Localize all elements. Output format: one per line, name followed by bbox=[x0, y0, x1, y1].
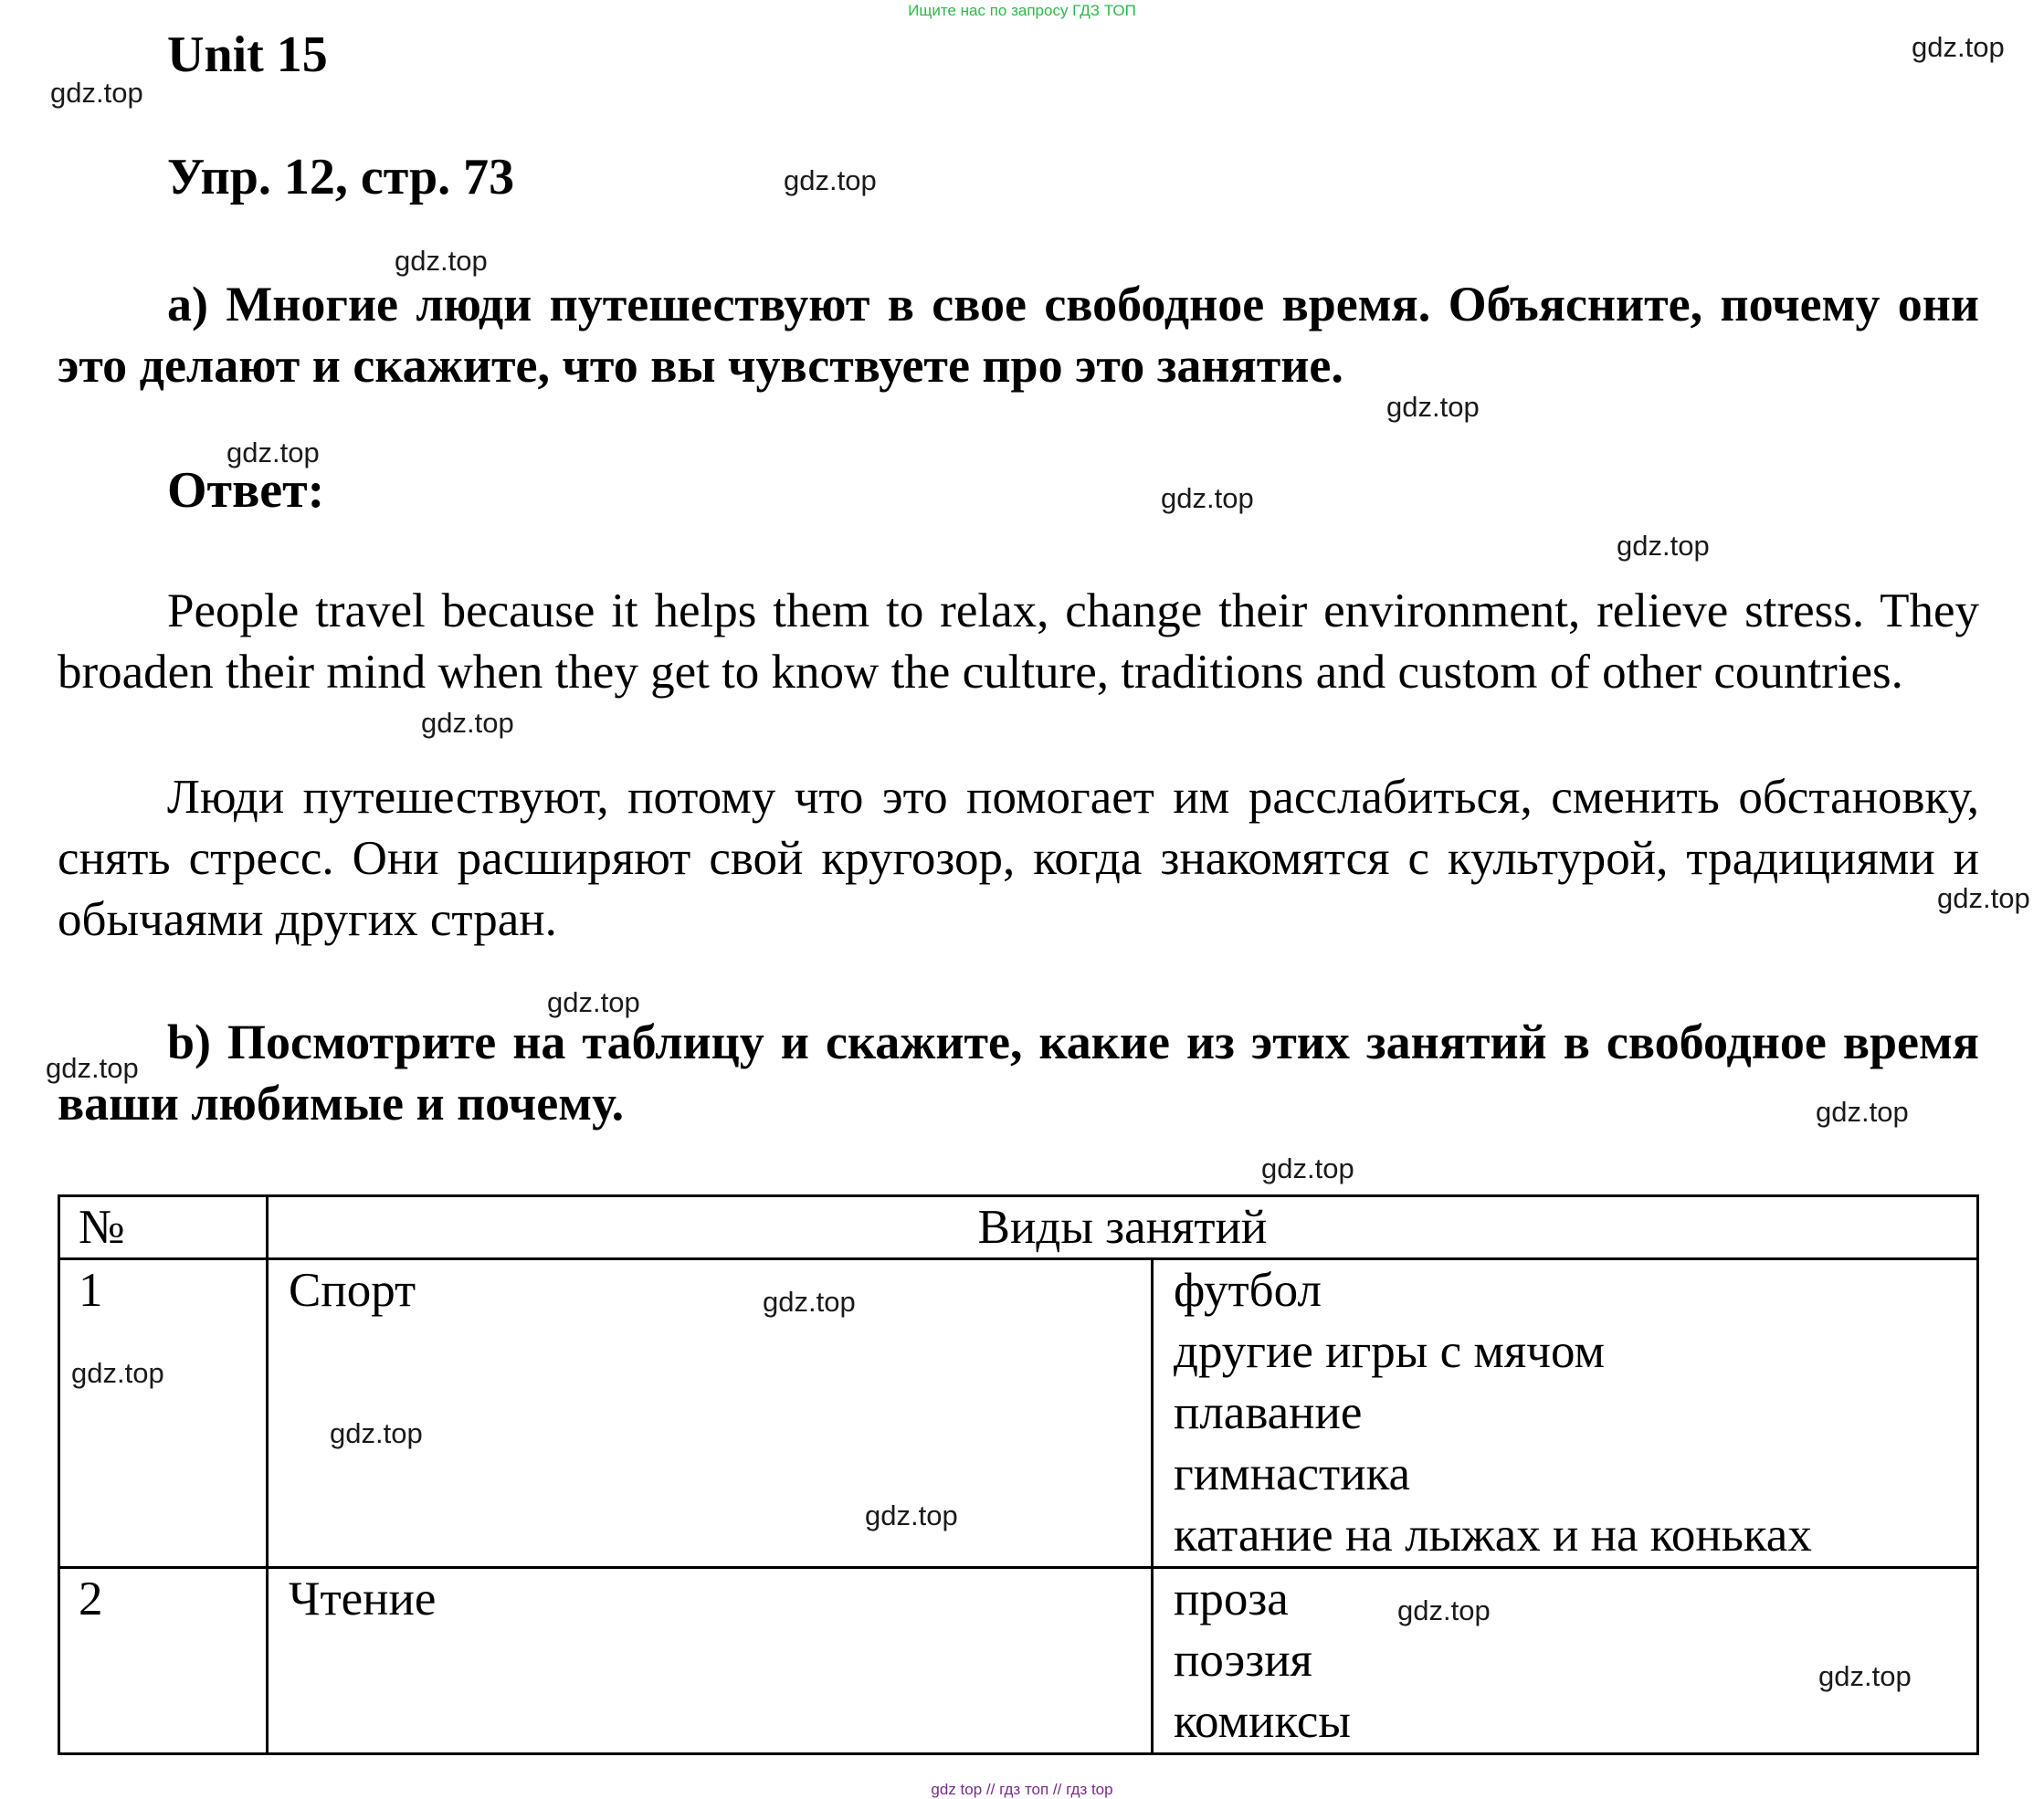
answer-label: Ответ: bbox=[167, 462, 325, 519]
activity-item: плавание bbox=[1174, 1386, 1363, 1439]
activity-item: комиксы bbox=[1174, 1695, 1352, 1748]
answer-russian: Люди путешествуют, потому что это помогает им расслабиться, сменить обстановку, снять стресс. Они расширяют свой кругозор, когда знакомятся с культурой, традициями и обычаями других стран. bbox=[58, 771, 1979, 946]
watermark: gdz.top bbox=[784, 164, 877, 196]
task-b-text: b) Посмотрите на таблицу и скажите, какие из этих занятий в свободное время ваши любимые и почему. bbox=[58, 1015, 1979, 1131]
watermark: gdz.top bbox=[395, 245, 488, 277]
unit-title: Unit 15 bbox=[167, 26, 328, 83]
row-activities bbox=[1153, 1259, 1978, 1568]
watermark: gdz.top bbox=[227, 437, 320, 468]
watermark: gdz.top bbox=[330, 1417, 423, 1449]
watermark: gdz.top bbox=[1261, 1152, 1354, 1184]
row-category: Спорт bbox=[268, 1259, 1153, 1568]
activity-item: гимнастика bbox=[1174, 1447, 1411, 1500]
header-activity-types: Виды занятий bbox=[268, 1196, 1978, 1259]
watermark: gdz.top bbox=[71, 1357, 164, 1389]
exercise-reference: Упр. 12, стр. 73 bbox=[167, 149, 515, 205]
activity-item: другие игры с мячом bbox=[1174, 1325, 1605, 1378]
watermark: gdz.top bbox=[421, 707, 514, 739]
watermark: gdz.top bbox=[865, 1499, 958, 1531]
activities-table bbox=[58, 1194, 1979, 1755]
activity-item: поэзия bbox=[1174, 1634, 1312, 1687]
watermark: gdz.top bbox=[763, 1286, 856, 1318]
header-number: № bbox=[59, 1196, 268, 1259]
watermark: gdz.top bbox=[46, 1052, 139, 1084]
activity-item: проза bbox=[1174, 1573, 1289, 1625]
watermark: gdz.top bbox=[1912, 31, 2005, 63]
answer-english: People travel because it helps them to relax, change their environment, relieve stress. They broaden their mind when they get to know the culture, traditions and custom of other countries. bbox=[58, 584, 1979, 699]
watermark: gdz.top bbox=[50, 77, 143, 109]
row-number: 1 bbox=[59, 1259, 268, 1568]
footer-note: gdz top // гдз топ // гдз top bbox=[931, 1781, 1113, 1798]
table-row bbox=[59, 1259, 1978, 1568]
search-hint: Ищите нас по запросу ГДЗ ТОП bbox=[908, 2, 1136, 19]
row-number: 2 bbox=[59, 1568, 268, 1754]
activity-item: катание на лыжах и на коньках bbox=[1174, 1509, 1812, 1562]
watermark: gdz.top bbox=[1818, 1660, 1912, 1692]
table-row bbox=[59, 1568, 1978, 1754]
table-header-row bbox=[59, 1196, 1978, 1259]
watermark: gdz.top bbox=[1397, 1594, 1491, 1626]
activity-item: футбол bbox=[1174, 1264, 1322, 1317]
watermark: gdz.top bbox=[1816, 1096, 1909, 1128]
watermark: gdz.top bbox=[547, 986, 640, 1018]
watermark: gdz.top bbox=[1617, 530, 1710, 562]
watermark: gdz.top bbox=[1937, 882, 2030, 914]
row-category: Чтение bbox=[268, 1568, 1153, 1754]
task-a-text: a) Многие люди путешествуют в свое свободное время. Объясните, почему они это делают и скажите, что вы чувствуете про это занятие. bbox=[58, 277, 1979, 393]
watermark: gdz.top bbox=[1161, 482, 1254, 514]
watermark: gdz.top bbox=[1386, 391, 1480, 423]
